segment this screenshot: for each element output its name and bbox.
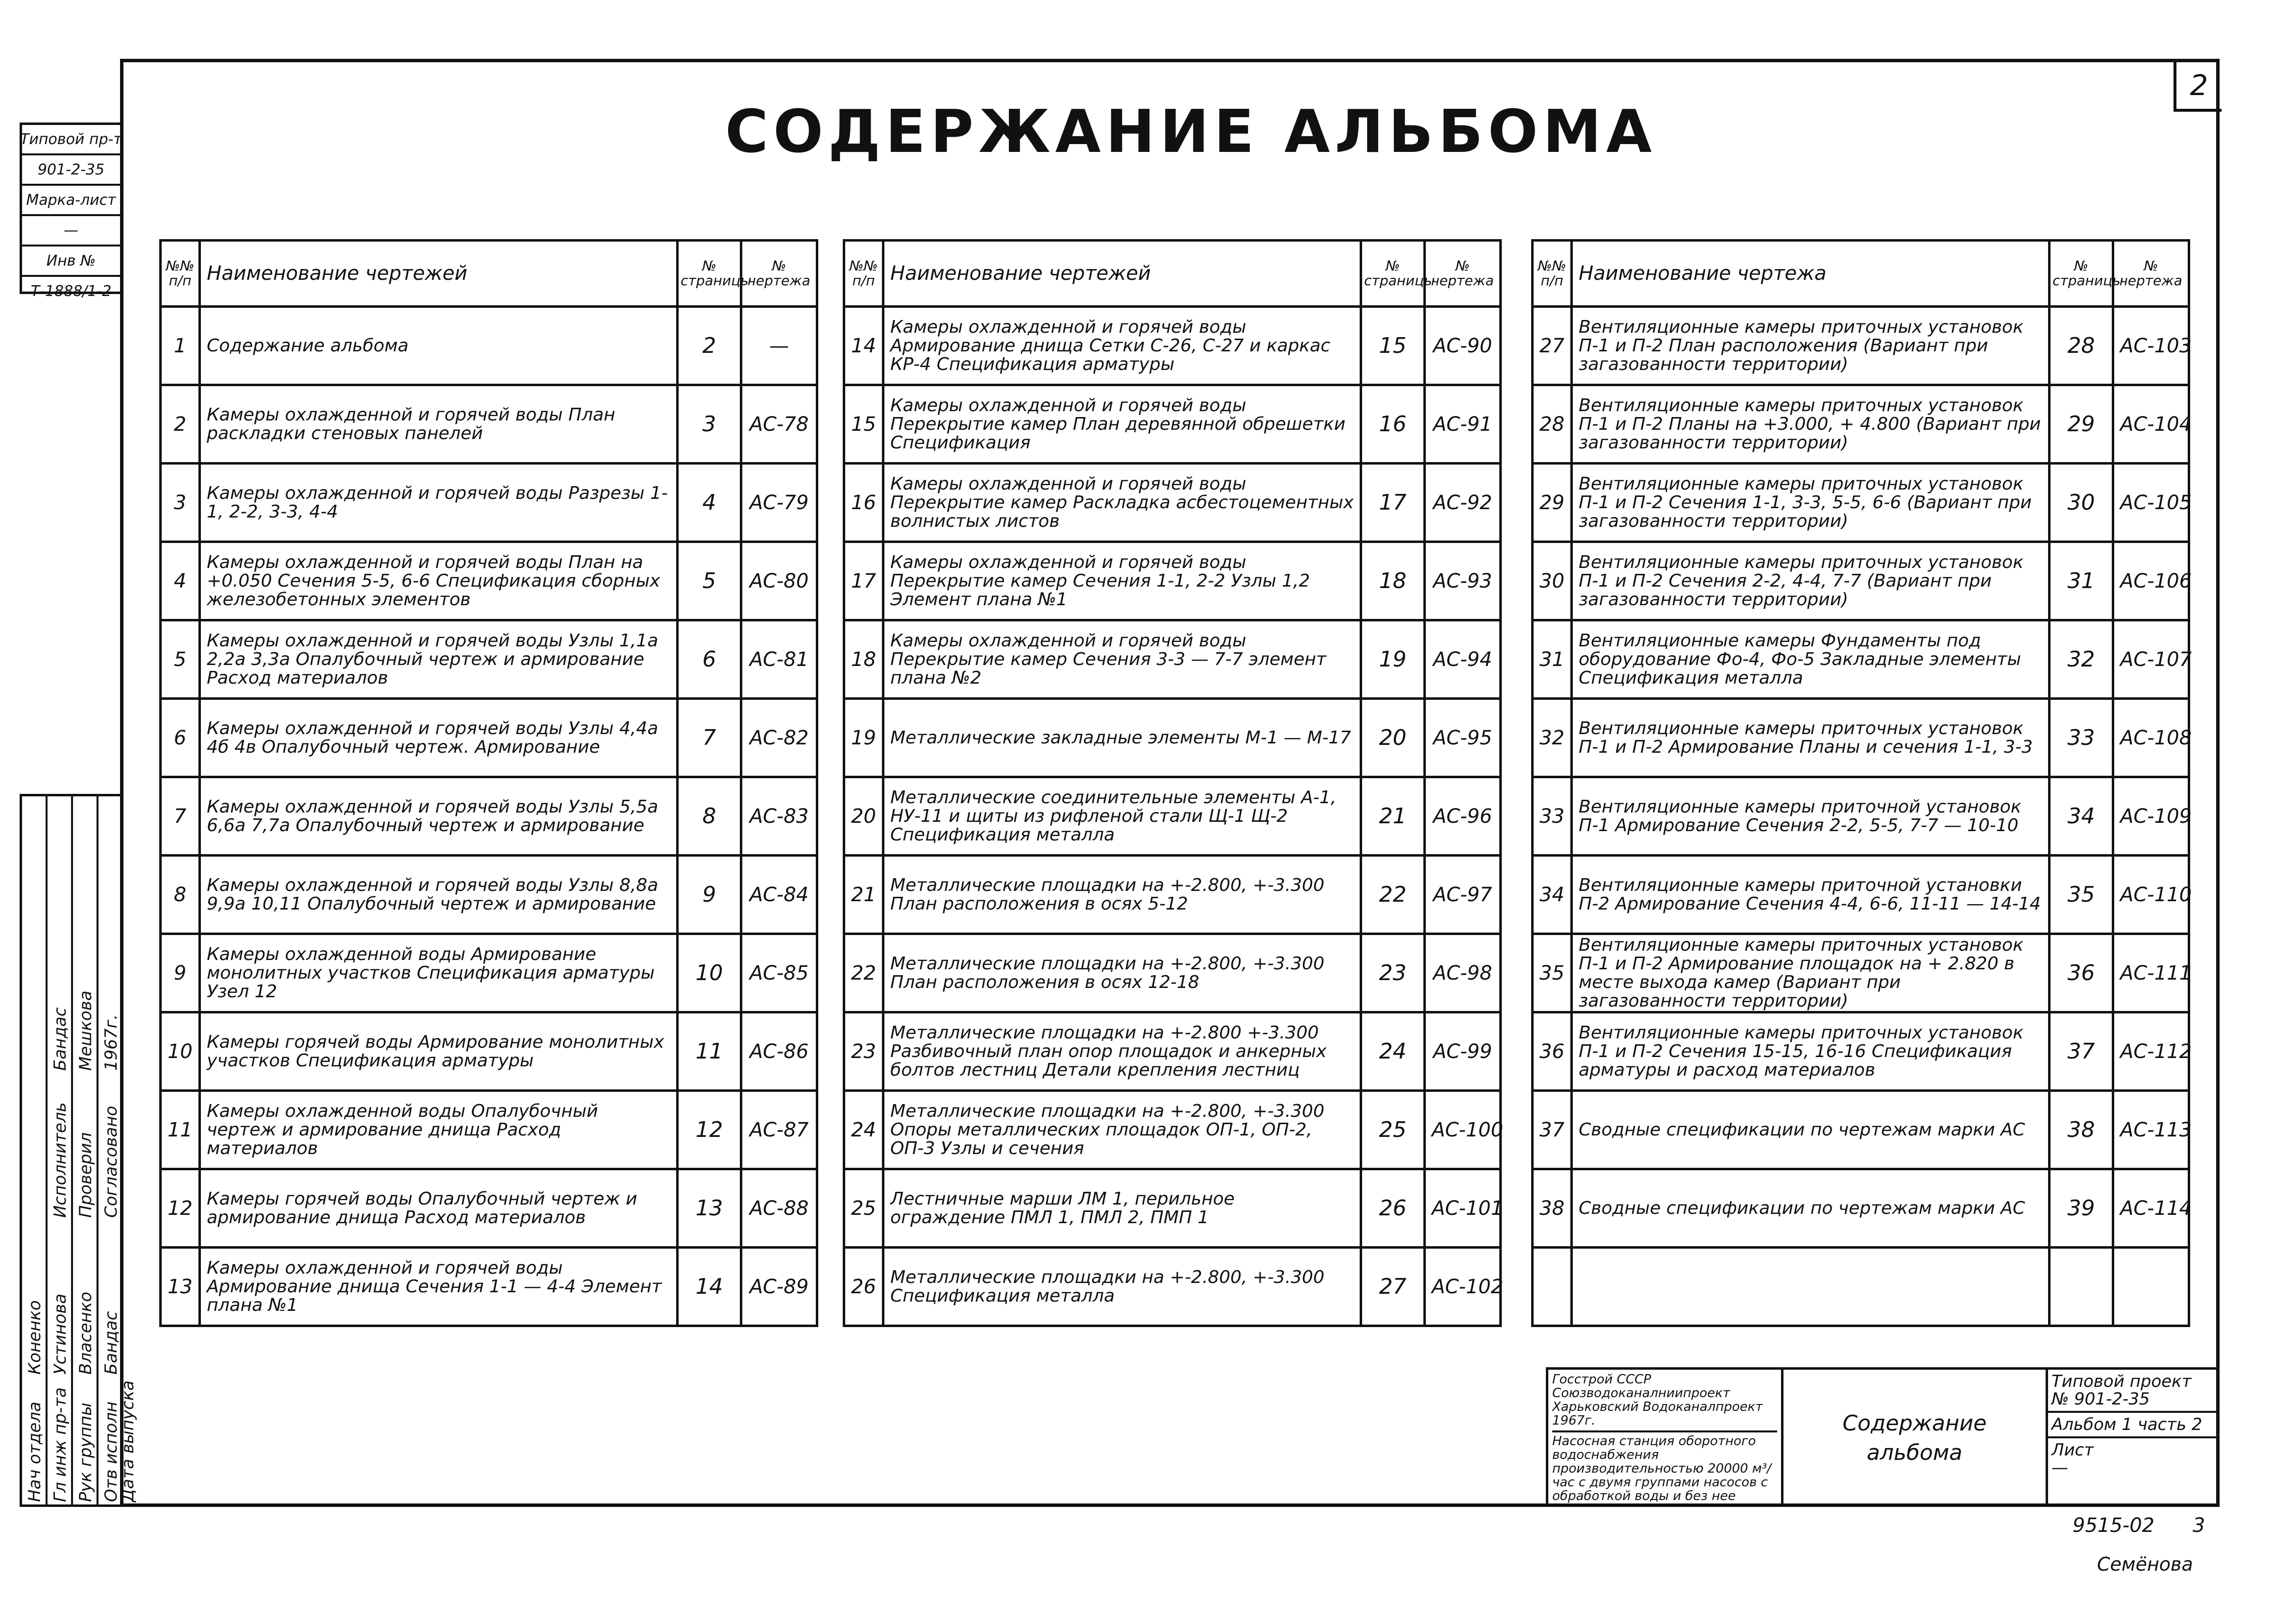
drawing-code: АС-109: [2113, 777, 2189, 856]
drawing-code: АС-99: [1425, 1012, 1501, 1091]
header-num: №№ п/п: [844, 241, 883, 307]
page-number-cell: 37: [2050, 1012, 2113, 1091]
table-row: [844, 1169, 1501, 1248]
drawing-name: Металлические площадки на +-2.800, +-3.300 План расположения в осях 5-12: [883, 856, 1361, 934]
stamp-role: Дата выпуска: [118, 1380, 138, 1502]
title-block-sheet-title: [1783, 1370, 2048, 1507]
page-number-cell: 38: [2050, 1091, 2113, 1169]
page-number-cell: 9: [678, 856, 741, 934]
typical-project-number: Типовой проект № 901-2-35: [2046, 1370, 2220, 1413]
row-number: 18: [844, 620, 883, 699]
table-row: [161, 464, 817, 542]
page-number-cell: 12: [678, 1091, 741, 1169]
table-row: [844, 699, 1501, 777]
drawing-name: Камеры горячей воды Опалубочный чертеж и армирование днища Расход материалов: [200, 1169, 678, 1248]
stamp-column-divider: [97, 796, 98, 1504]
table-row: [844, 385, 1501, 464]
table-row: [844, 856, 1501, 934]
drawing-code: АС-108: [2113, 699, 2189, 777]
page-number-cell: 10: [678, 934, 741, 1012]
drawing-code: АС-95: [1425, 699, 1501, 777]
drawing-name: Металлические соединительные элементы А-1, НУ-11 и щиты из рифленой стали Щ-1 Щ-2 Спецификация металла: [883, 777, 1361, 856]
page-number-cell: 26: [1361, 1169, 1425, 1248]
table-row: [844, 464, 1501, 542]
table-row: [1533, 856, 2189, 934]
page-number-cell: 5: [678, 542, 741, 620]
drawing-code: АС-101: [1425, 1169, 1501, 1248]
page-number-cell: 15: [1361, 307, 1425, 385]
table-row: [844, 1012, 1501, 1091]
contents-table-1: [159, 239, 818, 1327]
stamp-typical-project: Типовой пр-т: [22, 125, 120, 155]
drawing-code: АС-83: [741, 777, 817, 856]
drawing-name: Камеры охлажденной и горячей воды Узлы 5,5а 6,6а 7,7а Опалубочный чертеж и армирование: [200, 777, 678, 856]
table-row: [161, 777, 817, 856]
drawing-code: АС-110: [2113, 856, 2189, 934]
drawing-code: АС-93: [1425, 542, 1501, 620]
drawing-name: Сводные спецификации по чертежам марки АС: [1572, 1169, 2050, 1248]
stamp-name: Мешкова: [76, 990, 96, 1071]
drawing-name: Камеры охлажденной воды Опалубочный чертеж и армирование днища Расход материалов: [200, 1091, 678, 1169]
row-number: 6: [161, 699, 200, 777]
drawing-name: Камеры охлажденной и горячей воды Перекрытие камер Сечения 1-1, 2-2 Узлы 1,2 Элемент плана №1: [883, 542, 1361, 620]
drawing-name: Камеры охлажденной и горячей воды Узлы 8,8а 9,9а 10,11 Опалубочный чертеж и армирование: [200, 856, 678, 934]
page-number-cell: 33: [2050, 699, 2113, 777]
table-row: [844, 934, 1501, 1012]
row-number: 23: [844, 1012, 883, 1091]
drawing-code: АС-87: [741, 1091, 817, 1169]
page-number-cell: 32: [2050, 620, 2113, 699]
row-number: 9: [161, 934, 200, 1012]
header-num: №№ п/п: [161, 241, 200, 307]
row-number: 10: [161, 1012, 200, 1091]
table-row: [161, 620, 817, 699]
drawing-name: Вентиляционные камеры приточных установок П-1 и П-2 План расположения (Вариант при загазованности территории): [1572, 307, 2050, 385]
table-header-row: [161, 241, 817, 307]
table-row: [161, 856, 817, 934]
row-number: 1: [161, 307, 200, 385]
organization-name: Госстрой СССР Союзводоканалниипроект Харьковский Водоканалпроект 1967г.: [1552, 1372, 1763, 1428]
page-number-cell: 18: [1361, 542, 1425, 620]
drawing-code: [2113, 1248, 2189, 1326]
page-number-cell: 29: [2050, 385, 2113, 464]
drawing-name: Вентиляционные камеры приточных установок П-1 и П-2 Армирование Планы и сечения 1-1, 3-3: [1572, 699, 2050, 777]
stamp-role: Гл инж пр-та: [50, 1387, 70, 1502]
drawing-name: Камеры охлажденной и горячей воды План раскладки стеновых панелей: [200, 385, 678, 464]
row-number: 20: [844, 777, 883, 856]
row-number: 36: [1533, 1012, 1572, 1091]
stamp-name: Устинова: [50, 1293, 70, 1375]
header-drawing: № чертежа: [741, 241, 817, 307]
row-number: 5: [161, 620, 200, 699]
document-code: 9515-02: [2073, 1514, 2155, 1537]
drawing-code: АС-80: [741, 542, 817, 620]
table-row: [844, 777, 1501, 856]
table-row: [1533, 777, 2189, 856]
page-number-cell: 24: [1361, 1012, 1425, 1091]
contents-table-2: [843, 239, 1502, 1327]
stamp-name: Бандас: [101, 1311, 121, 1375]
row-number: 8: [161, 856, 200, 934]
page-number-cell: 7: [678, 699, 741, 777]
row-number: 24: [844, 1091, 883, 1169]
drawing-code: АС-89: [741, 1248, 817, 1326]
table-row: [1533, 1248, 2189, 1326]
row-number: 27: [1533, 307, 1572, 385]
row-number: 4: [161, 542, 200, 620]
stamp-mark-sheet-label: Марка-лист: [22, 186, 120, 216]
page-title: СОДЕРЖАНИЕ АЛЬБОМА: [725, 98, 1657, 166]
row-number: 22: [844, 934, 883, 1012]
header-page: № страницы: [678, 241, 741, 307]
row-number: 34: [1533, 856, 1572, 934]
sheet-info: [2046, 1438, 2220, 1479]
copier-signature: Семёнова: [2097, 1553, 2193, 1575]
sheet-label: Лист: [2052, 1440, 2094, 1460]
stamp-year: 1967г.: [101, 1014, 121, 1071]
drawing-name: Вентиляционные камеры приточных установок П-1 и П-2 Сечения 1-1, 3-3, 5-5, 6-6 (Вариант при загазованности территории): [1572, 464, 2050, 542]
drawing-code: АС-98: [1425, 934, 1501, 1012]
row-number: 21: [844, 856, 883, 934]
row-number: 33: [1533, 777, 1572, 856]
table-header-row: [1533, 241, 2189, 307]
header-drawing: № чертежа: [2113, 241, 2189, 307]
drawing-name: Лестничные марши ЛМ 1, перильное ограждение ПМЛ 1, ПМЛ 2, ПМП 1: [883, 1169, 1361, 1248]
row-number: 11: [161, 1091, 200, 1169]
table-row: [161, 1169, 817, 1248]
drawing-code: АС-84: [741, 856, 817, 934]
row-number: 37: [1533, 1091, 1572, 1169]
row-number: 38: [1533, 1169, 1572, 1248]
stamp-role: Рук группы: [76, 1403, 96, 1502]
drawing-code: АС-97: [1425, 856, 1501, 934]
row-number: 15: [844, 385, 883, 464]
drawing-name: Вентиляционные камеры приточной установок П-1 Армирование Сечения 2-2, 5-5, 7-7 — 10-10: [1572, 777, 2050, 856]
page-number-cell: [2050, 1248, 2113, 1326]
drawing-name: Камеры охлажденной и горячей воды Армирование днища Сечения 1-1 — 4-4 Элемент плана №1: [200, 1248, 678, 1326]
table-row: [161, 699, 817, 777]
header-drawing: № чертежа: [1425, 241, 1501, 307]
table-header-row: [844, 241, 1501, 307]
stamp-role: Исполнитель: [50, 1102, 70, 1218]
header-name: Наименование чертежа: [1572, 241, 2050, 307]
row-number: 7: [161, 777, 200, 856]
row-number: 13: [161, 1248, 200, 1326]
page-number-cell: 28: [2050, 307, 2113, 385]
document-code-page: 3: [2193, 1514, 2205, 1537]
row-number: 28: [1533, 385, 1572, 464]
drawing-code: АС-85: [741, 934, 817, 1012]
table-row: [161, 1012, 817, 1091]
row-number: 26: [844, 1248, 883, 1326]
stamp-role: Нач отдела: [25, 1402, 45, 1502]
drawing-name: Вентиляционные камеры приточных установок П-1 и П-2 Сечения 15-15, 16-16 Спецификация арматуры и расход материалов: [1572, 1012, 2050, 1091]
row-number: 16: [844, 464, 883, 542]
drawing-name: Камеры охлажденной воды Армирование монолитных участков Спецификация арматуры Узел 12: [200, 934, 678, 1012]
table-row: [844, 620, 1501, 699]
drawing-code: АС-78: [741, 385, 817, 464]
drawing-name: Сводные спецификации по чертежам марки АС: [1572, 1091, 2050, 1169]
drawing-code: АС-113: [2113, 1091, 2189, 1169]
page-number-cell: 25: [1361, 1091, 1425, 1169]
drawing-name: Камеры охлажденной и горячей воды Перекрытие камер План деревянной обрешетки Спецификация: [883, 385, 1361, 464]
row-number: 12: [161, 1169, 200, 1248]
row-number: 25: [844, 1169, 883, 1248]
drawing-code: АС-92: [1425, 464, 1501, 542]
drawing-name: Металлические площадки на +-2.800, +-3.300 Опоры металлических площадок ОП-1, ОП-2, ОП-3 Узлы и сечения: [883, 1091, 1361, 1169]
drawing-code: АС-90: [1425, 307, 1501, 385]
row-number: 19: [844, 699, 883, 777]
drawing-name: Металлические площадки на +-2.800, +-3.300 Спецификация металла: [883, 1248, 1361, 1326]
table-row: [844, 307, 1501, 385]
drawing-name: Камеры охлажденной и горячей воды Армирование днища Сетки С-26, С-27 и каркас КР-4 Спецификация арматуры: [883, 307, 1361, 385]
page-number-cell: 13: [678, 1169, 741, 1248]
drawing-code: АС-88: [741, 1169, 817, 1248]
drawing-code: АС-105: [2113, 464, 2189, 542]
page-number-cell: 20: [1361, 699, 1425, 777]
table-row: [161, 385, 817, 464]
table-row: [1533, 385, 2189, 464]
row-number: 31: [1533, 620, 1572, 699]
sheet-value: —: [2052, 1458, 2068, 1478]
table-row: [161, 1091, 817, 1169]
table-row: [1533, 464, 2189, 542]
drawing-code: АС-79: [741, 464, 817, 542]
page-number-cell: 19: [1361, 620, 1425, 699]
stamp-role: Отв исполн: [101, 1401, 121, 1502]
stamp-inv-value: Т-1888/1-2: [30, 282, 112, 300]
row-number: 3: [161, 464, 200, 542]
drawing-name: Камеры горячей воды Армирование монолитных участков Спецификация арматуры: [200, 1012, 678, 1091]
table-row: [1533, 1012, 2189, 1091]
left-stamp-top: [20, 123, 122, 300]
drawing-name: Вентиляционные камеры приточных установок П-1 и П-2 Армирование площадок на + 2.820 в месте выхода камер (Вариант при загазованности территории): [1572, 934, 2050, 1012]
table-row: [1533, 307, 2189, 385]
title-block: [1546, 1367, 2220, 1507]
stamp-name: Коненко: [25, 1300, 45, 1375]
row-number: 32: [1533, 699, 1572, 777]
drawing-code: АС-96: [1425, 777, 1501, 856]
table-row: [161, 307, 817, 385]
stamp-column-divider: [46, 796, 48, 1504]
drawing-code: АС-103: [2113, 307, 2189, 385]
stamp-role: Согласовано: [101, 1106, 121, 1218]
page-number-cell: 35: [2050, 856, 2113, 934]
table-row: [1533, 1091, 2189, 1169]
table-row: [161, 1248, 817, 1326]
drawing-name: Вентиляционные камеры приточных установок П-1 и П-2 Планы на +3.000, + 4.800 (Вариант при загазованности территории): [1572, 385, 2050, 464]
row-number: 30: [1533, 542, 1572, 620]
page-number-cell: 17: [1361, 464, 1425, 542]
drawing-name: Вентиляционные камеры приточных установок П-1 и П-2 Сечения 2-2, 4-4, 7-7 (Вариант при загазованности территории): [1572, 542, 2050, 620]
row-number: 17: [844, 542, 883, 620]
drawing-code: АС-111: [2113, 934, 2189, 1012]
drawing-code: АС-81: [741, 620, 817, 699]
drawing-code: —: [741, 307, 817, 385]
drawing-name: Вентиляционные камеры приточной установки П-2 Армирование Сечения 4-4, 6-6, 11-11 — 14-14: [1572, 856, 2050, 934]
title-block-organization: [1548, 1370, 1783, 1507]
stamp-inv-label: Инв №: [22, 246, 120, 277]
table-row: [161, 542, 817, 620]
stamp-name: Власенко: [76, 1291, 96, 1375]
row-number: 2: [161, 385, 200, 464]
table-row: [1533, 699, 2189, 777]
stamp-mark-sheet-value: —: [22, 216, 120, 246]
page-number-cell: 3: [678, 385, 741, 464]
page-number: 2: [2174, 62, 2222, 112]
drawing-code: АС-86: [741, 1012, 817, 1091]
header-name: Наименование чертежей: [200, 241, 678, 307]
drawing-name: Содержание альбома: [200, 307, 678, 385]
page-number-cell: 22: [1361, 856, 1425, 934]
drawing-name: Металлические закладные элементы М-1 — М-17: [883, 699, 1361, 777]
drawing-name: Камеры охлажденной и горячей воды Узлы 1,1а 2,2а 3,3а Опалубочный чертеж и армирование Расход материалов: [200, 620, 678, 699]
page-number-cell: 23: [1361, 934, 1425, 1012]
header-page: № страницы: [2050, 241, 2113, 307]
drawing-code: АС-114: [2113, 1169, 2189, 1248]
drawing-name: Камеры охлажденной и горячей воды Узлы 4,4а 4б 4в Опалубочный чертеж. Армирование: [200, 699, 678, 777]
drawing-code: АС-94: [1425, 620, 1501, 699]
header-page: № страницы: [1361, 241, 1425, 307]
drawing-code: АС-102: [1425, 1248, 1501, 1326]
page-number-cell: 31: [2050, 542, 2113, 620]
page-number-cell: 36: [2050, 934, 2113, 1012]
table-row: [161, 934, 817, 1012]
page-number-cell: 11: [678, 1012, 741, 1091]
drawing-name: Вентиляционные камеры Фундаменты под оборудование Фо-4, Фо-5 Закладные элементы Спецификация металла: [1572, 620, 2050, 699]
drawing-code: АС-100: [1425, 1091, 1501, 1169]
page-number-cell: 6: [678, 620, 741, 699]
drawing-name: Камеры охлажденной и горячей воды Перекрытие камер Раскладка асбестоцементных волнистых листов: [883, 464, 1361, 542]
sheet-title-line-1: Содержание: [1842, 1411, 1987, 1436]
drawing-name: Камеры охлажденной и горячей воды Перекрытие камер Сечения 3-3 — 7-7 элемент плана №2: [883, 620, 1361, 699]
stamp-role: Проверил: [76, 1132, 96, 1218]
page-number-cell: 27: [1361, 1248, 1425, 1326]
stamp-name: Бандас: [50, 1007, 70, 1071]
drawing-code: АС-82: [741, 699, 817, 777]
row-number: [1533, 1248, 1572, 1326]
drawing-name: Металлические площадки на +-2.800, +-3.300 План расположения в осях 12-18: [883, 934, 1361, 1012]
table-row: [1533, 620, 2189, 699]
table-row: [1533, 542, 2189, 620]
page-number-cell: 2: [678, 307, 741, 385]
contents-table-3: [1531, 239, 2190, 1327]
drawing-name: Камеры охлажденной и горячей воды План на +0.050 Сечения 5-5, 6-6 Спецификация сборных железобетонных элементов: [200, 542, 678, 620]
drawing-name: Камеры охлажденной и горячей воды Разрезы 1-1, 2-2, 3-3, 4-4: [200, 464, 678, 542]
stamp-project-number: 901-2-35: [22, 155, 120, 186]
page-number-cell: 30: [2050, 464, 2113, 542]
stamp-column-divider: [71, 796, 73, 1504]
sheet-title-line-2: альбома: [1866, 1440, 1963, 1465]
row-number: 14: [844, 307, 883, 385]
row-number: 35: [1533, 934, 1572, 1012]
album-part: Альбом 1 часть 2: [2046, 1413, 2220, 1438]
header-num: №№ п/п: [1533, 241, 1572, 307]
table-row: [844, 1248, 1501, 1326]
left-stamp-signatures: [20, 794, 138, 1507]
drawing-code: АС-106: [2113, 542, 2189, 620]
drawing-name: Металлические площадки на +-2.800 +-3.300 Разбивочный план опор площадок и анкерных болтов лестниц Детали крепления лестниц: [883, 1012, 1361, 1091]
table-row: [1533, 1169, 2189, 1248]
table-row: [844, 542, 1501, 620]
table-row: [844, 1091, 1501, 1169]
page-number-cell: 4: [678, 464, 741, 542]
drawing-code: АС-107: [2113, 620, 2189, 699]
drawing-code: АС-91: [1425, 385, 1501, 464]
drawing-code: АС-104: [2113, 385, 2189, 464]
drawing-code: АС-112: [2113, 1012, 2189, 1091]
header-name: Наименование чертежей: [883, 241, 1361, 307]
page-number-cell: 34: [2050, 777, 2113, 856]
page-number-cell: 16: [1361, 385, 1425, 464]
drawing-name: [1572, 1248, 2050, 1326]
row-number: 29: [1533, 464, 1572, 542]
page-number-cell: 39: [2050, 1169, 2113, 1248]
page-number-cell: 21: [1361, 777, 1425, 856]
title-block-project-info: [2046, 1370, 2220, 1507]
project-description: Насосная станция оборотного водоснабжения производительностью 20000 м³/час с двумя группами насосов с обработкой воды и без нее: [1552, 1430, 1777, 1503]
page-number-cell: 14: [678, 1248, 741, 1326]
page-number-cell: 8: [678, 777, 741, 856]
table-row: [1533, 934, 2189, 1012]
